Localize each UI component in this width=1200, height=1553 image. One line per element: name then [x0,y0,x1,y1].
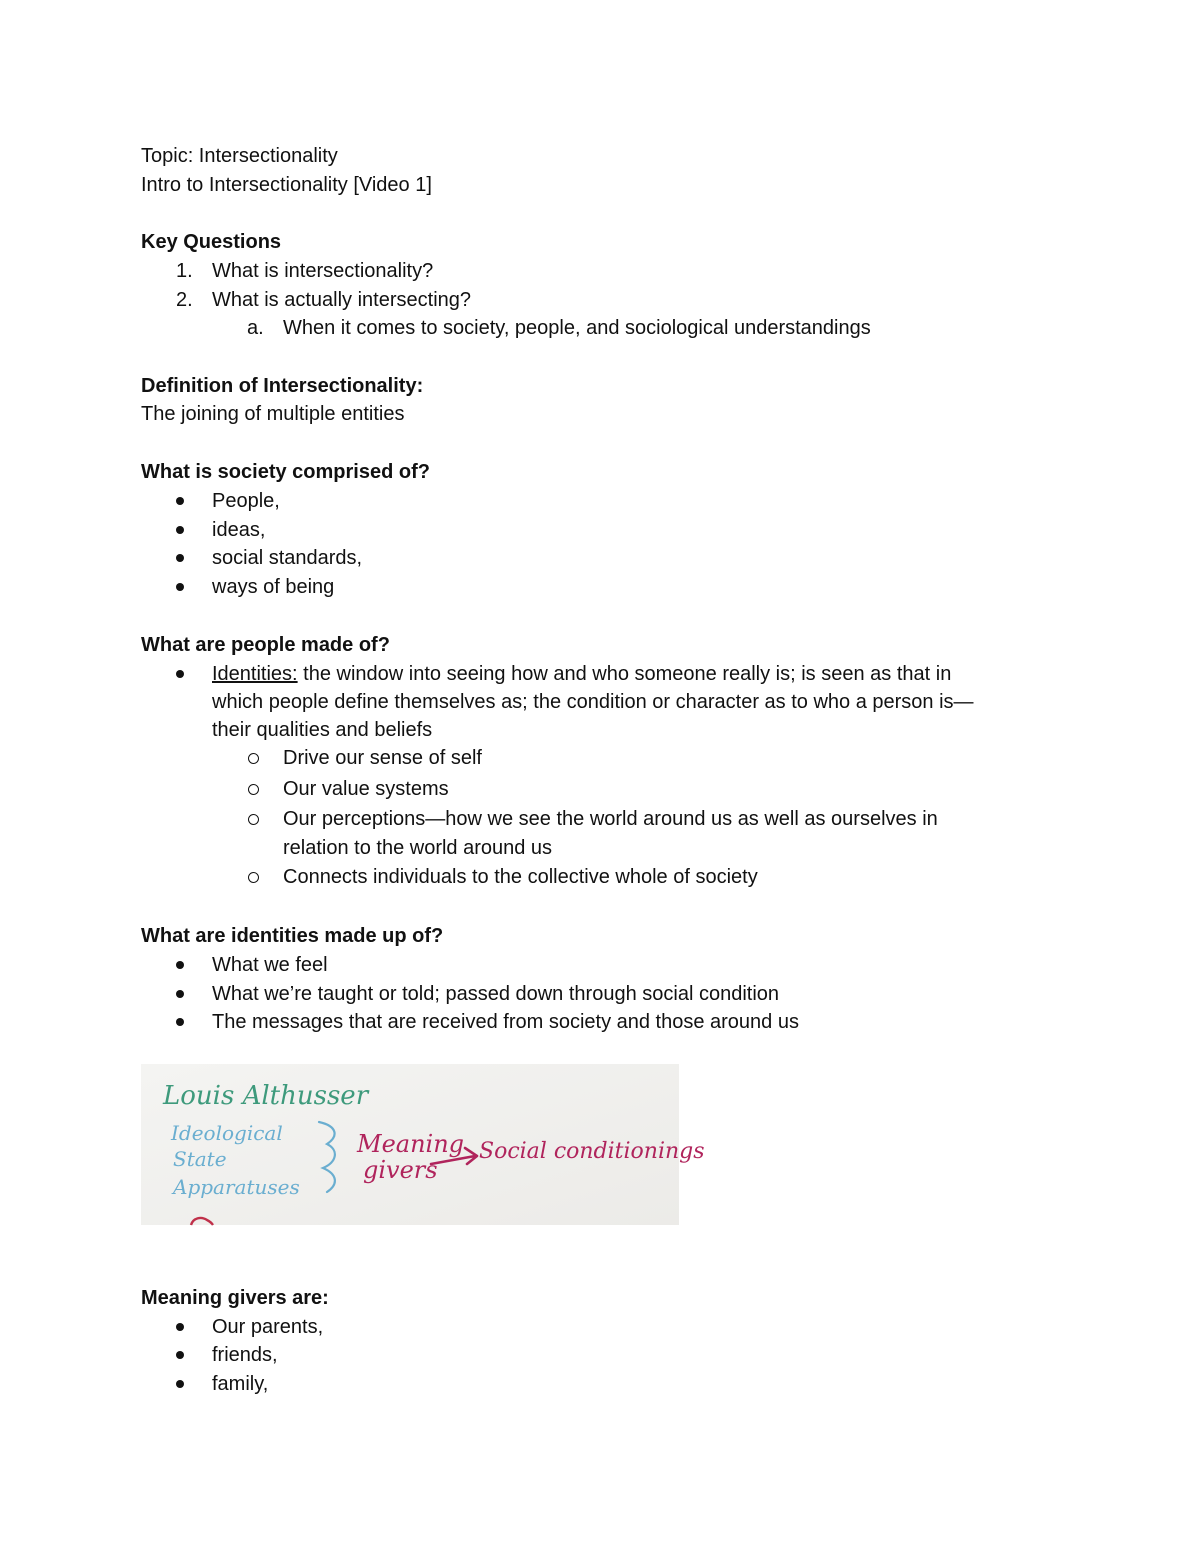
key-questions-heading: Key Questions [141,231,282,253]
list-subitem: Our perceptions—how we see the world around us as well as ourselves in [283,808,938,830]
list-subitem: When it comes to society, people, and sociological understandings [283,317,871,339]
whiteboard-meaning-line: givers [363,1156,438,1184]
list-subitem: Connects individuals to the collective whole of society [283,866,758,888]
list-item: What we feel [212,954,328,976]
bullet-icon [176,1380,184,1388]
identities-definition-line [212,661,951,687]
circle-bullet-icon [248,753,259,764]
bullet-icon [176,1323,184,1331]
list-item: social standards, [212,547,363,569]
circle-bullet-icon [248,814,259,825]
meaning-givers-heading: Meaning givers are: [141,1287,329,1309]
list-item: ways of being [212,576,335,598]
bullet-icon [176,1351,184,1359]
list-item: ideas, [212,519,266,541]
list-item: friends, [212,1344,278,1366]
whiteboard-name: Louis Althusser [163,1081,369,1111]
list-item: The messages that are received from society and those around us [212,1011,799,1033]
list-item: What is actually intersecting? [212,289,472,311]
whiteboard-concept-line: Ideological [171,1121,283,1145]
bullet-icon [176,670,184,678]
definition-heading: Definition of Intersectionality: [141,375,424,397]
page-subtitle: Intro to Intersectionality [Video 1] [141,174,432,196]
identities-heading: What are identities made up of? [141,925,444,947]
circle-bullet-icon [248,872,259,883]
bullet-icon [176,526,184,534]
list-subitem: Drive our sense of self [283,747,482,769]
list-item: What is intersectionality? [212,260,434,282]
list-number: 1. [176,260,193,282]
list-subitem-continuation: relation to the world around us [283,837,553,859]
list-item: family, [212,1373,269,1395]
page-topic: Topic: Intersectionality [141,145,338,167]
bullet-icon [176,554,184,562]
people-heading: What are people made of? [141,634,390,656]
whiteboard-concept-line: State [173,1147,227,1171]
list-number: 2. [176,289,193,311]
whiteboard-meaning-line: Meaning [357,1130,465,1158]
identities-definition-line: their qualities and beliefs [212,719,433,741]
list-subitem: Our value systems [283,778,449,800]
bullet-icon [176,497,184,505]
identities-definition-line: which people define themselves as; the condition or character as to who a person is— [212,691,974,713]
whiteboard-result: Social conditionings [479,1139,705,1164]
whiteboard-concept-line: Apparatuses [173,1175,300,1199]
identities-text: the window into seeing how and who someone really is; is seen as that in [297,663,952,685]
whiteboard-drawing [141,1064,705,1225]
list-item: People, [212,490,280,512]
list-letter: a. [247,317,264,339]
list-item: What we’re taught or told; passed down through social condition [212,983,780,1005]
bullet-icon [176,1018,184,1026]
bullet-icon [176,990,184,998]
definition-text: The joining of multiple entities [141,403,405,425]
bullet-icon [176,583,184,591]
identities-term: Identities: [212,663,298,685]
whiteboard-image [141,1064,705,1225]
list-item: Our parents, [212,1316,324,1338]
society-heading: What is society comprised of? [141,461,430,483]
bullet-icon [176,961,184,969]
circle-bullet-icon [248,784,259,795]
